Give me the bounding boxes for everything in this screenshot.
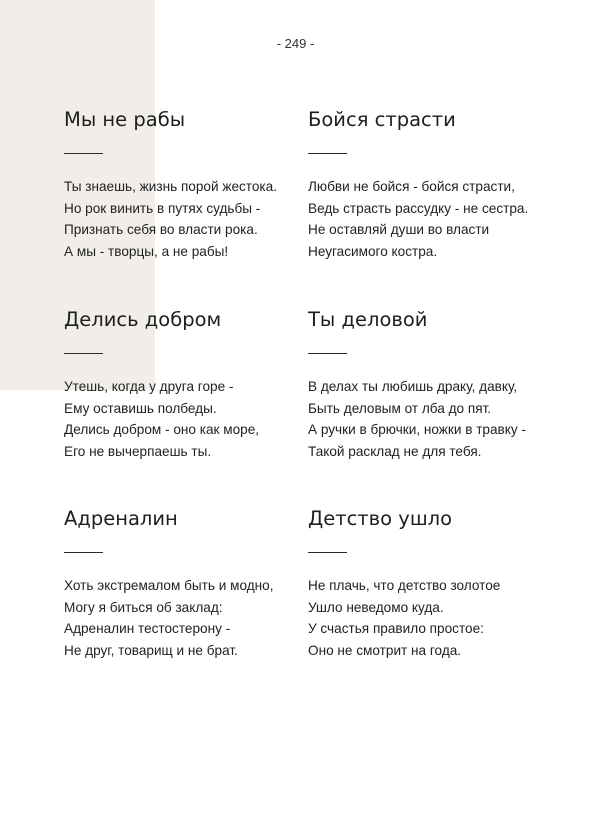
title-divider [308, 552, 347, 553]
poem-2 [308, 108, 558, 262]
poem-line: Любви не бойся - бойся страсти, [308, 179, 515, 194]
title-divider [64, 353, 103, 354]
poem-text [308, 376, 558, 462]
poem-line: Утешь, когда у друга горе - [64, 379, 234, 394]
poem-title: Мы не рабы [64, 108, 186, 131]
poem-line: Быть деловым от лба до пят. [308, 400, 492, 416]
poem-line: Адреналин тестостерону - [64, 621, 231, 636]
title-divider [64, 153, 103, 154]
title-divider [308, 353, 347, 354]
page-number: - 249 - [276, 36, 315, 51]
poem-1 [64, 108, 314, 262]
poem-line: Признать себя во власти рока. [64, 222, 258, 237]
title-divider [64, 552, 103, 553]
title-divider [308, 153, 347, 154]
poem-line: Хоть экстремалом быть и модно, [64, 578, 274, 593]
poem-line: Делись добром - оно как море, [64, 422, 260, 437]
poem-line: В делах ты любишь драку, давку, [308, 379, 518, 394]
poem-line: Ведь страсть рассудку - не сестра. [308, 200, 529, 216]
poem-line: Его не вычерпаешь ты. [64, 443, 212, 459]
poem-line: Ему оставишь полбеды. [64, 400, 217, 416]
poem-line: Ты знаешь, жизнь порой жестока. [64, 179, 278, 194]
poem-text [64, 376, 314, 462]
poem-line: Не оставляй души во власти [308, 222, 490, 237]
poem-title: Делись добром [64, 308, 222, 331]
poem-title: Адреналин [64, 507, 178, 530]
poem-title: Бойся страсти [308, 108, 456, 131]
poem-text [308, 176, 558, 262]
poem-line: Ушло неведомо куда. [308, 599, 444, 615]
poem-text [308, 575, 558, 661]
poem-text [64, 575, 314, 661]
poem-5 [64, 507, 314, 661]
poem-line: Такой расклад не для тебя. [308, 443, 482, 459]
poem-4 [308, 308, 558, 462]
poem-title: Ты деловой [308, 308, 428, 331]
poem-line: Могу я биться об заклад: [64, 599, 223, 615]
poem-line: Неугасимого костра. [308, 243, 438, 259]
poem-line: Оно не смотрит на года. [308, 642, 462, 658]
poem-line: Но рок винить в путях судьбы - [64, 200, 261, 216]
poem-line: Не друг, товарищ и не брат. [64, 642, 238, 658]
poem-title: Детство ушло [308, 507, 453, 530]
poem-3 [64, 308, 314, 462]
poem-line: А мы - творцы, а не рабы! [64, 243, 229, 259]
poem-text [64, 176, 314, 262]
poem-6 [308, 507, 558, 661]
poem-line: А ручки в брючки, ножки в травку - [308, 422, 526, 437]
poem-line: У счастья правило простое: [308, 621, 484, 636]
poem-line: Не плачь, что детство золотое [308, 578, 501, 593]
